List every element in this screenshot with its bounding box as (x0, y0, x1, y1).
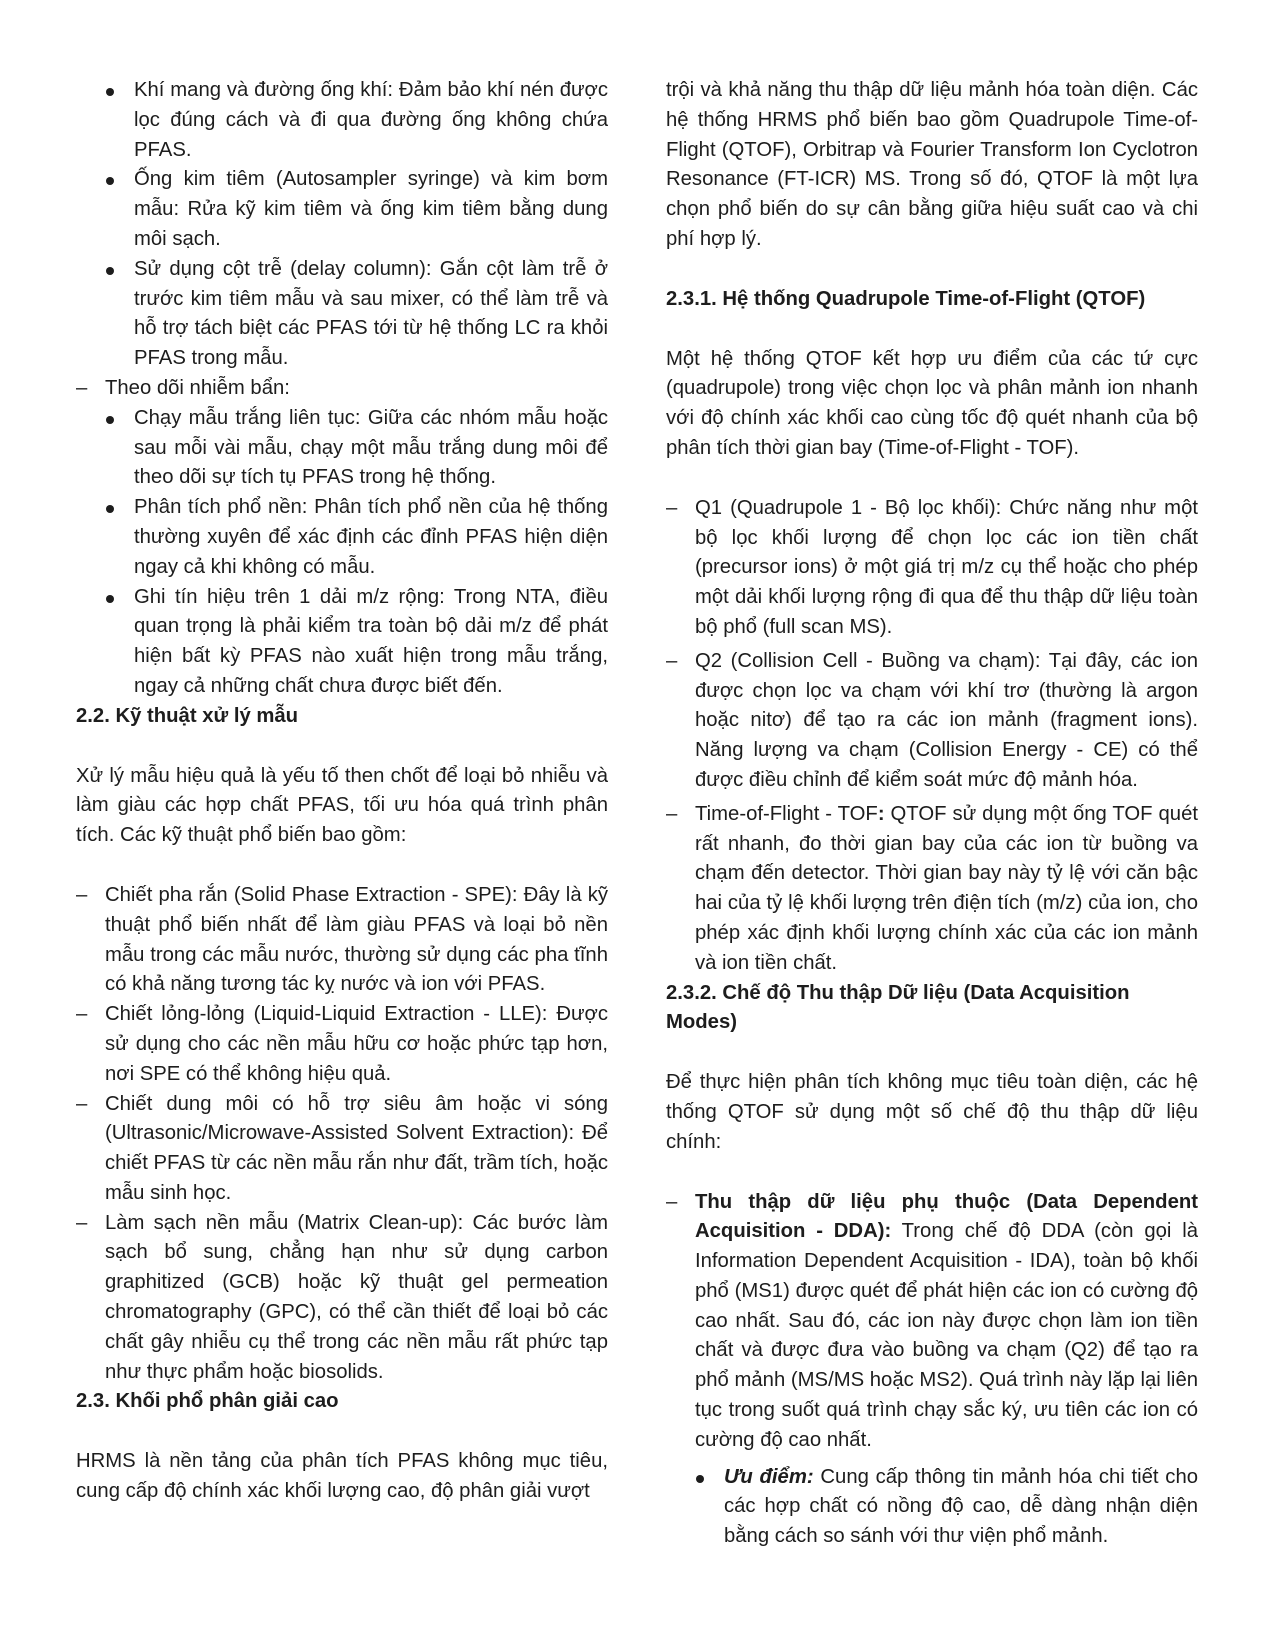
dda-advantage-item: Ưu điểm: Cung cấp thông tin mảnh hóa chi tiết cho các hợp chất có nồng độ cao, dễ dàng nhận diện bằng cách so sánh với thư viện phổ mảnh. (666, 1463, 1198, 1552)
dash-icon: – (76, 883, 88, 906)
bullet-icon (106, 88, 114, 96)
right-column (666, 76, 1198, 1552)
list-item: – Chiết dung môi có hỗ trợ siêu âm hoặc vi sóng (Ultrasonic/Microwave-Assisted Solvent Extraction): Để chiết PFAS từ các nền mẫu rắn như đất, trầm tích, hoặc mẫu sinh học. (76, 1090, 608, 1209)
list-item: – Time-of-Flight - TOF: QTOF sử dụng một ống TOF quét rất nhanh, đo thời gian bay của các ion từ buồng va chạm đến detector. Thời gian bay này tỷ lệ với căn bậc hai của tỷ lệ khối lượng trên điện tích (m/z) của ion, cho phép xác định khối lượng chính xác của các ion mảnh và ion tiền chất. (666, 800, 1198, 979)
list-item: Ghi tín hiệu trên 1 dải m/z rộng: Trong NTA, điều quan trọng là phải kiểm tra toàn bộ dải m/z để phát hiện bất kỳ PFAS nào xuất hiện trong mẫu trắng, ngay cả những chất chưa được biết đến. (76, 583, 608, 702)
list-item: – Chiết lỏng-lỏng (Liquid-Liquid Extraction - LLE): Được sử dụng cho các nền mẫu hữu cơ hoặc phức tạp hơn, nơi SPE có thể không hiệu quả. (76, 1000, 608, 1089)
list-item: Ống kim tiêm (Autosampler syringe) và kim bơm mẫu: Rửa kỹ kim tiêm và ống kim tiêm bằng dung môi sạch. (76, 165, 608, 254)
dash-icon: – (76, 1211, 88, 1234)
bullet-icon (106, 505, 114, 513)
list-item: – Làm sạch nền mẫu (Matrix Clean-up): Các bước làm sạch bổ sung, chẳng hạn như sử dụng carbon graphitized (GCB) hoặc kỹ thuật gel permeation chromatography (GPC), có thể cần thiết để loại bỏ các chất gây nhiễu cụ thể trong các nền mẫu rất phức tạp như thực phẩm hoặc biosolids. (76, 1209, 608, 1388)
section-heading-2-3-2: 2.3.2. Chế độ Thu thập Dữ liệu (Data Acquisition Modes) (666, 981, 1130, 1034)
section-heading-2-2: 2.2. Kỹ thuật xử lý mẫu (76, 704, 299, 727)
list-item: – Chiết pha rắn (Solid Phase Extraction - SPE): Đây là kỹ thuật phổ biến nhất để làm giàu PFAS và loại bỏ nền mẫu trong các mẫu nước, thường sử dụng các pha tĩnh có khả năng tương tác kỵ nước và ion với PFAS. (76, 881, 608, 1000)
dash-icon: – (76, 1092, 88, 1115)
dash-icon: – (666, 802, 678, 825)
section-2-2-intro: Xử lý mẫu hiệu quả là yếu tố then chốt để loại bỏ nhiễu và làm giàu các hợp chất PFAS, tối ưu hóa quá trình phân tích. Các kỹ thuật phổ biến bao gồm: (76, 764, 608, 847)
section-2-3-intro: HRMS là nền tảng của phân tích PFAS không mục tiêu, cung cấp độ chính xác khối lượng cao, độ phân giải vượt (76, 1450, 608, 1503)
list-item: Sử dụng cột trễ (delay column): Gắn cột làm trễ ở trước kim tiêm mẫu và sau mixer, có thể làm trễ và hỗ trợ tách biệt các PFAS tới từ hệ thống LC ra khỏi PFAS trong mẫu. (76, 255, 608, 374)
dda-item: – Thu thập dữ liệu phụ thuộc (Data Dependent Acquisition - DDA): Trong chế độ DDA (còn gọi là Information Dependent Acquisition - IDA), toàn bộ khối phổ (MS1) được quét để phát hiện các ion có cường độ cao nhất. Sau đó, các ion này được chọn làm ion tiền chất và được đưa vào buồng va chạm (Q2) để tạo ra phổ mảnh (MS/MS hoặc MS2). Quá trình này lặp lại liên tục trong suốt quá trình chạy sắc ký, ưu tiên các ion có cường độ cao nhất. (666, 1188, 1198, 1456)
section-2-3-1-intro: Một hệ thống QTOF kết hợp ưu điểm của các tứ cực (quadrupole) trong việc chọn lọc và phân mảnh ion nhanh với độ chính xác khối cao cùng tốc độ quét nhanh của bộ phân tích thời gian bay (Time-of-Flight - TOF). (666, 347, 1198, 459)
dash-icon: – (76, 1003, 88, 1026)
section-2-3-2-intro: Để thực hiện phân tích không mục tiêu toàn diện, các hệ thống QTOF sử dụng một số chế độ thu thập dữ liệu chính: (666, 1071, 1198, 1153)
dash-icon: – (666, 496, 678, 519)
section-heading-2-3-1: 2.3.1. Hệ thống Quadrupole Time-of-Flight (QTOF) (666, 287, 1146, 310)
list-item: Phân tích phổ nền: Phân tích phổ nền của hệ thống thường xuyên để xác định các đỉnh PFAS hiện diện ngay cả khi không có mẫu. (76, 493, 608, 582)
bullet-icon (106, 416, 114, 424)
left-column (76, 76, 608, 1507)
section-2-3-intro-continued: trội và khả năng thu thập dữ liệu mảnh hóa toàn diện. Các hệ thống HRMS phổ biến bao gồm Quadrupole Time-of-Flight (QTOF), Orbitrap và Fourier Transform Ion Cyclotron Resonance (FT-ICR) MS. Trong số đó, QTOF là một lựa chọn phổ biến do sự cân bằng giữa hiệu suất cao và chi phí hợp lý. (666, 79, 1198, 250)
dash-icon: – (666, 649, 678, 672)
section-heading-2-3: 2.3. Khối phổ phân giải cao (76, 1390, 339, 1413)
dash-icon: – (666, 1190, 678, 1213)
list-item: Chạy mẫu trắng liên tục: Giữa các nhóm mẫu hoặc sau mỗi vài mẫu, chạy một mẫu trắng dung môi để theo dõi sự tích tụ PFAS trong hệ thống. (76, 404, 608, 493)
dda-label: Thu thập dữ liệu phụ thuộc (Data Dependent Acquisition - DDA): (695, 1190, 1198, 1243)
bullet-icon (106, 267, 114, 275)
contamination-monitoring-item: – Theo dõi nhiễm bẩn: (76, 374, 608, 404)
list-item: Khí mang và đường ống khí: Đảm bảo khí nén được lọc đúng cách và đi qua đường ống không chứa PFAS. (76, 76, 608, 165)
bullet-icon (106, 595, 114, 603)
advantage-label: Ưu điểm: (724, 1465, 814, 1488)
bullet-icon (696, 1475, 704, 1483)
list-item: – Q1 (Quadrupole 1 - Bộ lọc khối): Chức năng như một bộ lọc khối lượng để chọn lọc các ion tiền chất (precursor ions) ở một giá trị m/z cụ thể hoặc cho phép một dải khối lượng rộng đi qua để thu thập dữ liệu toàn bộ phổ (full scan MS). (666, 494, 1198, 643)
dash-icon: – (76, 376, 88, 399)
list-item: – Q2 (Collision Cell - Buồng va chạm): Tại đây, các ion được chọn lọc va chạm với khí trơ (thường là argon hoặc nitơ) để tạo ra các ion mảnh (fragment ions). Năng lượng va chạm (Collision Energy - CE) có thể được điều chỉnh để kiểm soát mức độ mảnh hóa. (666, 647, 1198, 796)
bullet-icon (106, 177, 114, 185)
